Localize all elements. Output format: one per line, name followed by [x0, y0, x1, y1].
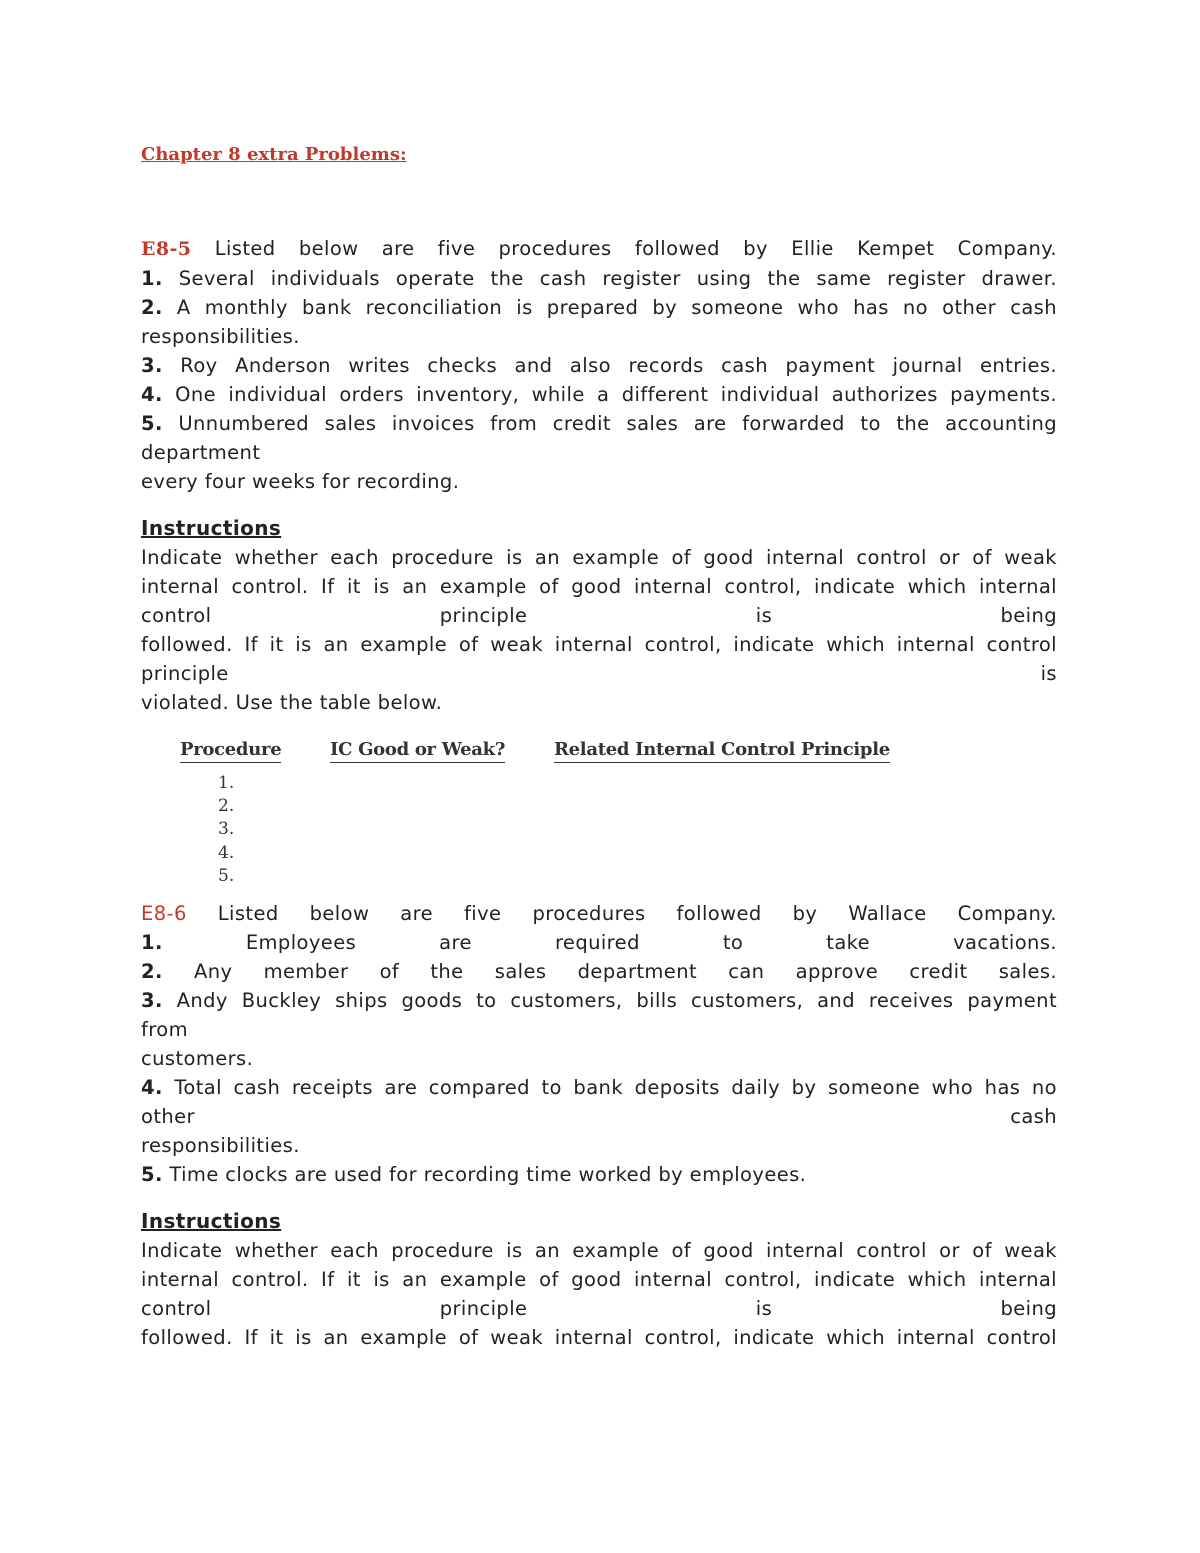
spread-line: control principle is being [141, 1297, 1057, 1320]
table-header-procedure: Procedure [180, 739, 281, 763]
procedure-item-continued: responsibilities. [141, 325, 300, 348]
procedure-item-continued [141, 1102, 1057, 1131]
table-header-principle: Related Internal Control Principle [554, 739, 890, 763]
procedure-item-continued: from [141, 1018, 188, 1041]
instructions-line: Indicate whether each procedure is an example of good internal control or of weak [141, 546, 1057, 569]
instructions-line [141, 1294, 1057, 1323]
exercise-intro: E8-5 Listed below are five procedures followed by Ellie Kempet Company. [141, 237, 1057, 260]
spread-line: other cash [141, 1105, 1057, 1128]
procedure-item-continued: department [141, 441, 261, 464]
document-content [141, 140, 1057, 1352]
instructions-line [141, 659, 1057, 688]
procedure-item: 3. Andy Buckley ships goods to customers, bills customers, and receives payment [141, 989, 1057, 1012]
table-row: 4. [218, 843, 235, 863]
procedure-item: 3. Roy Anderson writes checks and also records cash payment journal entries. [141, 354, 1057, 377]
procedure-item: 1. Several individuals operate the cash register using the same register drawer. [141, 267, 1058, 290]
procedure-item-continued: every four weeks for recording. [141, 470, 460, 493]
procedure-item: 5. Unnumbered sales invoices from credit sales are forwarded to the accounting [141, 412, 1057, 435]
instructions-line: internal control. If it is an example of good internal control, indicate which internal [141, 575, 1057, 598]
exercise-e8-6 [141, 899, 1057, 1352]
instructions-line [141, 601, 1057, 630]
answer-table [141, 739, 1057, 899]
instructions-heading: Instructions [141, 516, 282, 540]
instructions-line: violated. Use the table below. [141, 691, 443, 714]
chapter-title: Chapter 8 extra Problems: [141, 144, 407, 165]
procedure-item: 4. Total cash receipts are compared to bank deposits daily by someone who has no [141, 1076, 1058, 1099]
table-header-ic: IC Good or Weak? [330, 739, 505, 763]
procedure-item: 5. Time clocks are used for recording time worked by employees. [141, 1163, 807, 1186]
procedure-item: 2. A monthly bank reconciliation is prepared by someone who has no other cash [141, 296, 1057, 319]
procedure-item-continued: customers. [141, 1047, 254, 1070]
instructions-heading: Instructions [141, 1209, 282, 1233]
instructions-line: Indicate whether each procedure is an example of good internal control or of weak [141, 1239, 1057, 1262]
table-row: 1. [218, 773, 235, 793]
exercise-intro: E8-6 Listed below are five procedures followed by Wallace Company. [141, 902, 1057, 925]
table-row: 5. [218, 866, 235, 886]
spread-line: principle is [141, 662, 1057, 685]
instructions-line: internal control. If it is an example of good internal control, indicate which internal [141, 1268, 1057, 1291]
table-row: 3. [218, 819, 235, 839]
table-row: 2. [218, 796, 235, 816]
procedure-item: 2. Any member of the sales department can approve credit sales. [141, 960, 1057, 983]
instructions-line: followed. If it is an example of weak internal control, indicate which internal control [141, 1326, 1057, 1349]
instructions-line: followed. If it is an example of weak internal control, indicate which internal control [141, 633, 1057, 656]
exercise-code: E8-6 [141, 902, 187, 925]
exercise-code: E8-5 [141, 238, 192, 260]
exercise-e8-5 [141, 234, 1057, 717]
spread-line: control principle is being [141, 604, 1057, 627]
procedure-item: 4. One individual orders inventory, while a different individual authorizes payments. [141, 383, 1057, 406]
procedure-item-continued: responsibilities. [141, 1134, 300, 1157]
procedure-item: 1. Employees are required to take vacations. [141, 931, 1057, 954]
